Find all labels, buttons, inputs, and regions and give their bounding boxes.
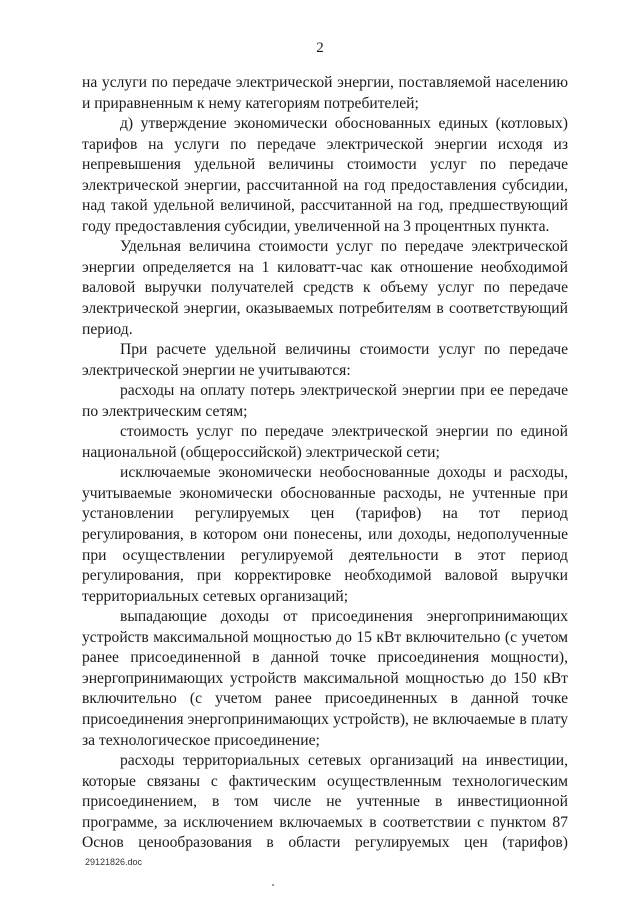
paragraph-exclusion-investments: расходы территориальных сетевых организаций на инвестиции, которые связаны с фактическим осуществленным технологическим присоединением, в том числе не учтенные в инвестиционной программе, за исключением включаемых в соответствии с пунктом 87 Основ ценообразования в области регулируемых цен (тарифов) [82, 752, 568, 852]
paragraph-exclusion-lost-income: выпадающие доходы от присоединения энергопринимающих устройств максимальной мощностью до 15 кВт включительно (с учетом ранее присоединенной в данной точке присоединения мощности), энергопринимающих устройств максимальной мощностью до 150 кВт включительно (с учетом ранее присоединенных в данной точке присоединения энергопринимающих устройств), не включаемые в плату за технологическое присоединение; [82, 608, 568, 749]
footer-dot-mark [272, 884, 274, 886]
page-number: 2 [316, 40, 324, 56]
paragraph-exclusion-losses: расходы на оплату потерь электрической энергии при ее передаче по электрическим сетям; [82, 382, 568, 420]
paragraph-unit-cost-definition: Удельная величина стоимости услуг по передаче электрической энергии определяется на 1 киловатт-час как отношение необходимой валовой выручки получателей средств к объему услуг по передаче электрической энергии, оказываемых потребителям в соответствующий период. [82, 238, 568, 338]
paragraph-item-d: д) утверждение экономически обоснованных единых (котловых) тарифов на услуги по передаче электрической энергии исходя из непревышения удельной величины стоимости услуг по передаче электрической энергии, рассчитанной на год предоставления субсидии, над такой удельной величиной, рассчитанной на год, предшествующий году предоставления субсидии, увеличенной на 3 процентных пункта. [82, 115, 568, 235]
paragraph-exclusion-national-grid: стоимость услуг по передаче электрической энергии по единой национальной (общероссийской) электрической сети; [82, 423, 568, 461]
paragraph-continuation: на услуги по передаче электрической энергии, поставляемой населению и приравненным к нему категориям потребителей; [82, 74, 568, 112]
paragraph-exclusions-intro: При расчете удельной величины стоимости услуг по передаче электрической энергии не учитываются: [82, 341, 568, 379]
paragraph-exclusion-unjustified-income: исключаемые экономически необоснованные доходы и расходы, учитываемые экономически обоснованные расходы, не учтенные при установлении регулируемых цен (тарифов) на тот период регулирования, в котором они понесены, или доходы, недополученные при осуществлении регулируемой деятельности в этот период регулирования, при корректировке необходимой валовой выручки территориальных сетевых организаций; [82, 464, 568, 605]
document-body [82, 73, 568, 854]
footer-file-name: 29121826.doc [85, 857, 143, 867]
